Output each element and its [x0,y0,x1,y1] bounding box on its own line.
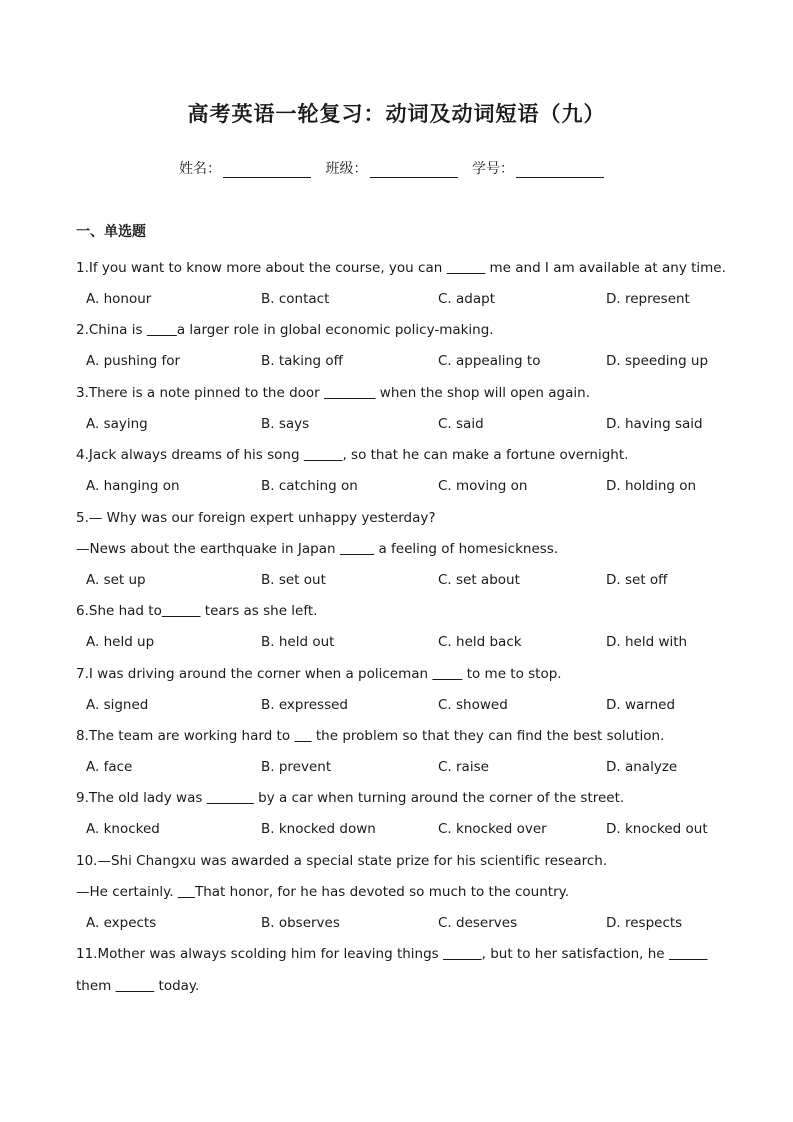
answer-blank[interactable] [294,728,311,744]
answer-blank[interactable] [669,946,708,962]
options-row [86,634,716,652]
number-blank [516,163,604,178]
option-a[interactable]: A. honour [86,291,152,307]
option-b[interactable]: B. taking off [261,353,343,369]
answer-blank[interactable] [340,541,374,557]
name-blank [223,163,311,178]
option-d[interactable]: D. analyze [606,759,678,775]
answer-blank[interactable] [116,978,155,994]
option-b[interactable]: B. observes [261,915,340,931]
question-text [76,884,716,900]
option-d[interactable]: D. holding on [606,478,697,494]
answer-blank[interactable] [162,603,201,619]
question-text-part: 2.China is [76,322,147,338]
question-text [76,853,716,869]
question-text-part: 3.There is a note pinned to the door [76,385,325,401]
option-a[interactable]: A. expects [86,915,157,931]
answer-blank[interactable] [207,790,254,806]
option-b[interactable]: B. contact [261,291,330,307]
answer-blank[interactable] [324,385,376,401]
option-a[interactable]: A. face [86,759,133,775]
question-text [76,510,716,526]
question-text-part: a larger role in global economic policy-making. [176,322,494,338]
option-d[interactable]: D. respects [606,915,683,931]
class-label: 班级： [325,161,368,177]
question-text [76,541,716,557]
question-text-part: them [76,978,116,994]
option-c[interactable]: C. showed [438,697,508,713]
options-row [86,291,716,309]
option-b[interactable]: B. says [261,416,310,432]
question-text [76,322,716,338]
question-text-part: 6.She had to [76,603,162,619]
number-label: 学号： [471,161,514,177]
question-text-part: 11.Mother was always scolding him for leaving things [76,946,444,962]
option-b[interactable]: B. knocked down [261,821,376,837]
option-a[interactable]: A. signed [86,697,149,713]
option-d[interactable]: D. represent [606,291,690,307]
option-a[interactable]: A. held up [86,634,155,650]
question-text [76,260,726,276]
question-text [76,790,716,806]
option-c[interactable]: C. held back [438,634,522,650]
question-text-part: 5.— Why was our foreign expert unhappy yesterday? [76,510,436,526]
answer-blank[interactable] [304,447,343,463]
question-text [76,978,716,994]
question-text-part: to me to stop. [462,666,562,682]
question-text-part: 7.I was driving around the corner when a policeman [76,666,433,682]
question-text-part: tears as she left. [200,603,318,619]
question-text-part: That honor, for he has devoted so much to the country. [194,884,569,900]
question-text-part: 8.The team are working hard to [76,728,295,744]
option-c[interactable]: C. knocked over [438,821,547,837]
question-text-part: a feeling of homesickness. [374,541,559,557]
options-row [86,478,716,496]
options-row [86,697,716,715]
option-d[interactable]: D. held with [606,634,688,650]
answer-blank[interactable] [447,260,486,276]
question-text-part: —He certainly. [76,884,178,900]
question-text [76,447,716,463]
question-text-part: when the shop will open again. [375,385,590,401]
answer-blank[interactable] [432,666,462,682]
question-text-part: me and I am available at any time. [485,260,726,276]
option-c[interactable]: C. moving on [438,478,528,494]
option-d[interactable]: D. set off [606,572,668,588]
option-c[interactable]: C. raise [438,759,489,775]
option-c[interactable]: C. adapt [438,291,495,307]
question-text-part: the problem so that they can find the best solution. [311,728,665,744]
question-text-part: 9.The old lady was [76,790,207,806]
options-row [86,759,716,777]
options-row [86,821,716,839]
question-text [76,946,716,962]
question-text-part: today. [154,978,200,994]
option-c[interactable]: C. set about [438,572,520,588]
option-b[interactable]: B. catching on [261,478,358,494]
question-text-part: 10.—Shi Changxu was awarded a special state prize for his scientific research. [76,853,608,869]
section-title: 一、单选题 [76,224,146,240]
option-a[interactable]: A. knocked [86,821,160,837]
question-text [76,666,716,682]
option-d[interactable]: D. having said [606,416,703,432]
option-b[interactable]: B. held out [261,634,335,650]
answer-blank[interactable] [147,322,177,338]
option-b[interactable]: B. prevent [261,759,332,775]
option-d[interactable]: D. warned [606,697,676,713]
option-b[interactable]: B. expressed [261,697,348,713]
option-a[interactable]: A. hanging on [86,478,180,494]
option-b[interactable]: B. set out [261,572,326,588]
question-text [76,603,716,619]
question-text-part: by a car when turning around the corner of the street. [253,790,625,806]
question-text-part: —News about the earthquake in Japan [76,541,340,557]
question-text-part: 4.Jack always dreams of his song [76,447,304,463]
options-row [86,353,716,371]
answer-blank[interactable] [178,884,195,900]
options-row [86,572,716,590]
question-text-part: , but to her satisfaction, he [481,946,669,962]
options-row [86,915,716,933]
option-a[interactable]: A. pushing for [86,353,181,369]
question-text [76,728,716,744]
option-a[interactable]: A. set up [86,572,146,588]
class-blank [370,163,458,178]
name-label: 姓名： [179,161,222,177]
answer-blank[interactable] [443,946,482,962]
page-title: 高考英语一轮复习：动词及动词短语（九） [187,102,606,126]
question-text-part: , so that he can make a fortune overnight. [342,447,629,463]
option-c[interactable]: C. appealing to [438,353,541,369]
option-c[interactable]: C. deserves [438,915,518,931]
option-a[interactable]: A. saying [86,416,148,432]
question-text [76,385,716,401]
option-d[interactable]: D. speeding up [606,353,709,369]
question-text-part: 1.If you want to know more about the course, you can [76,260,447,276]
student-info-line [0,158,793,178]
option-d[interactable]: D. knocked out [606,821,708,837]
option-c[interactable]: C. said [438,416,484,432]
options-row [86,416,716,434]
